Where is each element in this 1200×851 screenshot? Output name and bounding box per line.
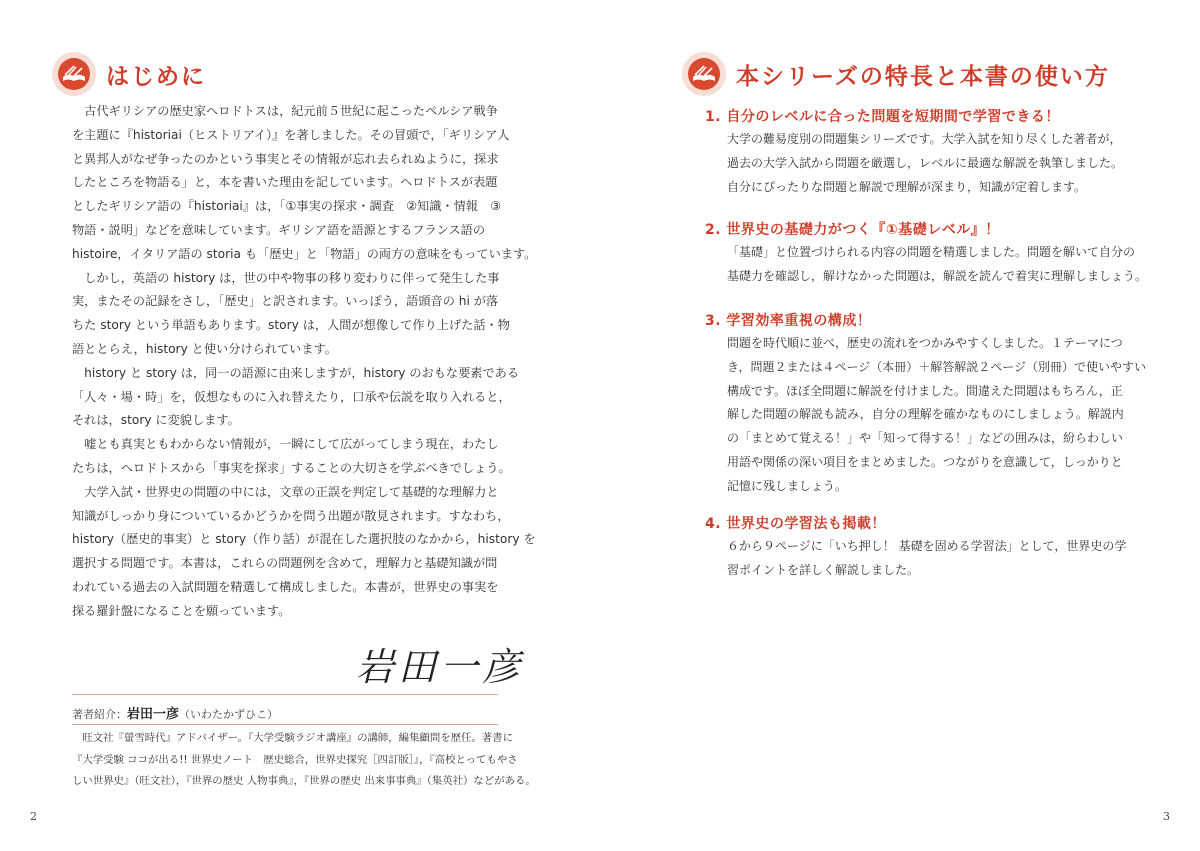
page-number: 2 — [30, 810, 37, 823]
feature-line: 習ポイントを詳しく解説しました。 — [727, 562, 920, 577]
intro-line: 古代ギリシアの歴史家ヘロドトスは，紀元前５世紀に起こったペルシア戦争 — [72, 104, 498, 118]
intro-line: 実，またその記録をさし，「歴史」と訳されます。いっぽう，語頭音の hi が落 — [72, 294, 499, 309]
feature-title: 4. 世界史の学習法も掲載！ — [705, 516, 886, 532]
feature-line: 記憶に残しましょう。 — [727, 478, 848, 493]
feature-line: 自分にぴったりな問題と解説で理解が深まり，知識が定着します。 — [727, 179, 1087, 194]
author-name: 岩田一彦 — [127, 707, 180, 722]
author-name-kana: （いわたかずひこ） — [179, 708, 279, 721]
feature-body — [727, 332, 1146, 499]
intro-line: 語ととらえ，history と使い分けられています。 — [72, 341, 337, 356]
feature-line: 過去の大学入試から問題を厳選し，レベルに最適な解説を執筆しました。 — [727, 155, 1124, 170]
author-profile-text — [72, 728, 536, 793]
intro-line: としたギリシア語の『historiai』は，「①事実の探求・調査 ②知識・情報 ③ — [72, 199, 502, 214]
intro-line: と異邦人がなぜ争ったのかという事実とその情報が忘れ去られぬように，探求 — [72, 151, 499, 166]
feature-body — [727, 241, 1147, 289]
divider — [72, 694, 498, 695]
intro-line: ちた story という単語もあります。story は，人間が想像して作り上げた話・物 — [72, 318, 510, 333]
feature-line: ６から９ページに「いち押し！ 基礎を固める学習法」として，世界史の学 — [727, 539, 1127, 553]
feature-title: 3. 学習効率重視の構成！ — [705, 313, 872, 329]
profile-line: 旺文社『螢雪時代』アドバイザー。『大学受験ラジオ講座』の講師，編集顧問を歴任。著書に — [72, 732, 513, 744]
intro-line: 選択する問題です。本書は，これらの問題例を含めて，理解力と基礎知識が問 — [72, 556, 498, 571]
feature-line: 大学の難易度別の問題集シリーズです。大学入試を知り尽くした著者が， — [727, 132, 1122, 146]
page-title: 本シリーズの特長と本書の使い方 — [736, 64, 1110, 90]
profile-label: 著者紹介： — [72, 708, 127, 721]
page-number: 3 — [1163, 810, 1170, 823]
author-signature: 岩田一彦 — [356, 645, 525, 689]
intro-line: 嘘とも真実ともわからない情報が，一瞬にして広がってしまう現在，わたし — [72, 437, 499, 452]
intro-line: したところを物語る」と，本を書いた理由を記しています。ヘロドトスが表題 — [72, 175, 498, 190]
open-book-icon — [52, 52, 96, 96]
feature-body — [727, 128, 1123, 199]
open-book-icon — [682, 52, 726, 96]
feature-line: 構成です。ほぼ全問題に解説を付けました。間違えた問題はもちろん，正 — [727, 383, 1123, 398]
intro-line: しかし，英語の history は，世の中や物事の移り変わりに伴って発生した事 — [72, 270, 500, 285]
feature-body — [727, 535, 1126, 583]
intro-line: たちは，ヘロドトスから「事実を探求」することの大切さを学ぶべきでしょう。 — [72, 460, 511, 475]
intro-line: history と story は，同一の語源に由来しますが，history のおもな要素である — [72, 365, 520, 380]
intro-line: history（歴史的事実）と story（作り話）が混在した選択肢のなかから，history を — [72, 532, 536, 547]
right-page — [600, 0, 1200, 851]
author-profile-heading — [72, 703, 278, 722]
profile-line: 『大学受験 ココが出る!! 世界史ノート 歴史総合，世界史探究［四訂版］』，『高校とってもやさ — [72, 753, 518, 766]
intro-text — [72, 100, 536, 624]
feature-line: の「まとめて覚える！」や「知って得する！」などの囲みは，紛らわしい — [727, 431, 1124, 446]
feature-title: 1. 自分のレベルに合った問題を短期間で学習できる！ — [705, 109, 1060, 125]
intro-line: histoire，イタリア語の storia も「歴史」と「物語」の両方の意味をもっています。 — [72, 246, 537, 261]
feature-line: き，問題２または４ページ（本冊）＋解答解説２ページ（別冊）で使いやすい — [727, 359, 1147, 374]
intro-line: 大学入試・世界史の問題の中には，文章の正誤を判定して基礎的な理解力と — [72, 484, 499, 499]
intro-line: を主題に『historiai（ヒストリアイ）』を著しました。その冒頭で，「ギリシア人 — [72, 127, 510, 142]
intro-line: われている過去の入試問題を精選して構成しました。本書が，世界史の事実を — [72, 579, 499, 594]
intro-line: 探る羅針盤になることを願っています。 — [72, 603, 291, 618]
feature-line: 問題を時代順に並べ，歴史の流れをつかみやすくしました。１テーマにつ — [727, 336, 1123, 350]
intro-line: それは，story に変貌します。 — [72, 413, 240, 428]
feature-title: 2. 世界史の基礎力がつく『①基礎レベル』！ — [705, 222, 1000, 238]
feature-line: 基礎力を確認し，解けなかった問題は，解説を読んで着実に理解しましょう。 — [727, 268, 1148, 283]
profile-line: しい世界史』（旺文社），『世界の歴史 人物事典』，『世界の歴史 出来事事典』（集英社）などがある。 — [72, 775, 536, 787]
intro-line: 物語・説明」などを意味しています。ギリシア語を語源とするフランス語の — [72, 222, 486, 237]
feature-line: 用語や関係の深い項目をまとめました。つながりを意識して，しっかりと — [727, 454, 1123, 469]
intro-line: 知識がしっかり身についているかどうかを問う出題が散見されます。すなわち， — [72, 508, 510, 523]
intro-line: 「人々・場・時」を，仮想なものに入れ替えたり，口承や伝説を取り入れると， — [72, 389, 511, 404]
feature-line: 解した問題の解説も読み，自分の理解を確かなものにしましょう。解説内 — [727, 407, 1124, 422]
page-title: はじめに — [106, 64, 206, 90]
divider — [72, 724, 498, 725]
feature-line: 「基礎」と位置づけられる内容の問題を精選しました。問題を解いて自分の — [727, 245, 1136, 259]
